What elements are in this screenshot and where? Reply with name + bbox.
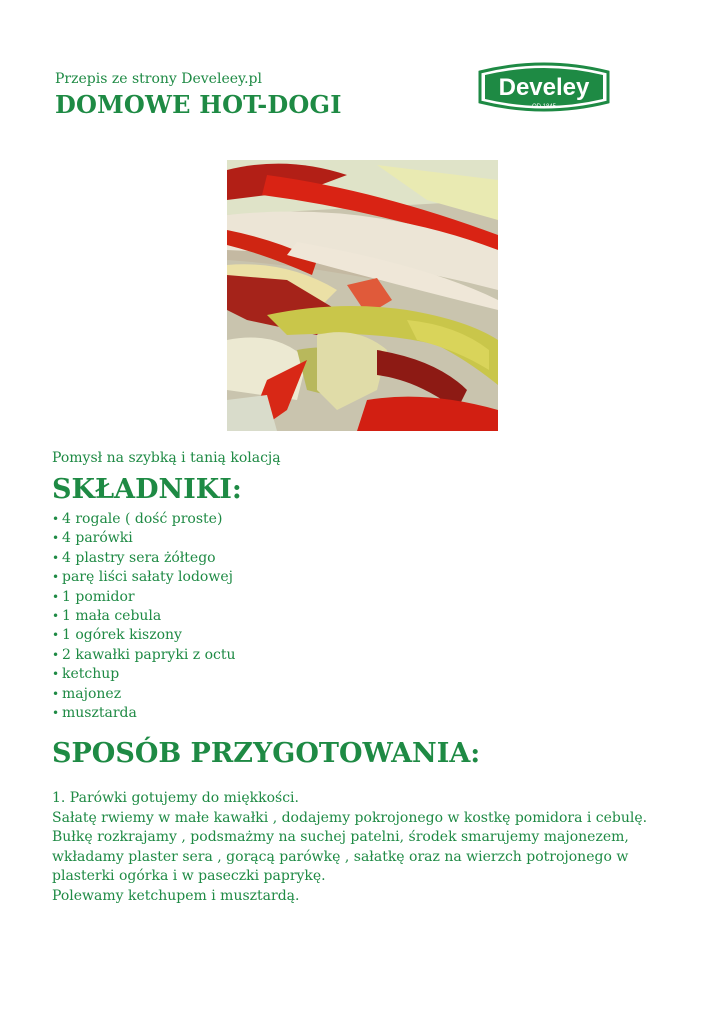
logo-since: OD 1845 — [531, 104, 557, 110]
preparation-steps — [52, 789, 672, 906]
list-item: • 4 plastry sera żółtego — [52, 549, 216, 566]
list-item: • parę liści sałaty lodowej — [52, 569, 233, 586]
recipe-intro: Pomysł na szybką i tanią kolacją — [52, 450, 281, 466]
list-item: • majonez — [52, 685, 122, 702]
ingredients-list — [52, 510, 236, 723]
list-item: • musztarda — [52, 704, 137, 721]
page-title: DOMOWE HOT-DOGI — [55, 90, 342, 119]
list-item: • 1 ogórek kiszony — [52, 627, 182, 644]
list-item: • 1 pomidor — [52, 588, 135, 605]
list-item: • 2 kawałki papryki z octu — [52, 646, 236, 663]
preparation-heading: SPOSÓB PRZYGOTOWANIA: — [52, 738, 481, 769]
hot-dog-photo — [227, 160, 498, 431]
source-line: Przepis ze strony Develeey.pl — [55, 71, 262, 87]
step-line: Polewamy ketchupem i musztardą. — [52, 887, 300, 904]
step-line: Bułkę rozkrajamy , podsmażmy na suchej patelni, środek smarujemy majonezem, wkładamy plaster sera , gorącą parówkę , sałatkę oraz na wierzch potrojonego w plasterki ogórka i w paseczki paprykę. — [52, 829, 629, 884]
ingredients-heading: SKŁADNIKI: — [52, 474, 242, 505]
logo-brand: Develey — [498, 74, 590, 101]
list-item: • 4 parówki — [52, 530, 133, 547]
develey-logo — [474, 58, 614, 120]
list-item: • 4 rogale ( dość proste) — [52, 511, 223, 527]
list-item: • 1 mała cebula — [52, 607, 162, 624]
step-line: 1. Parówki gotujemy do miękkości. — [52, 790, 299, 806]
list-item: • ketchup — [52, 666, 120, 683]
step-line: Sałatę rwiemy w małe kawałki , dodajemy pokrojonego w kostkę pomidora i cebulę. — [52, 809, 648, 826]
